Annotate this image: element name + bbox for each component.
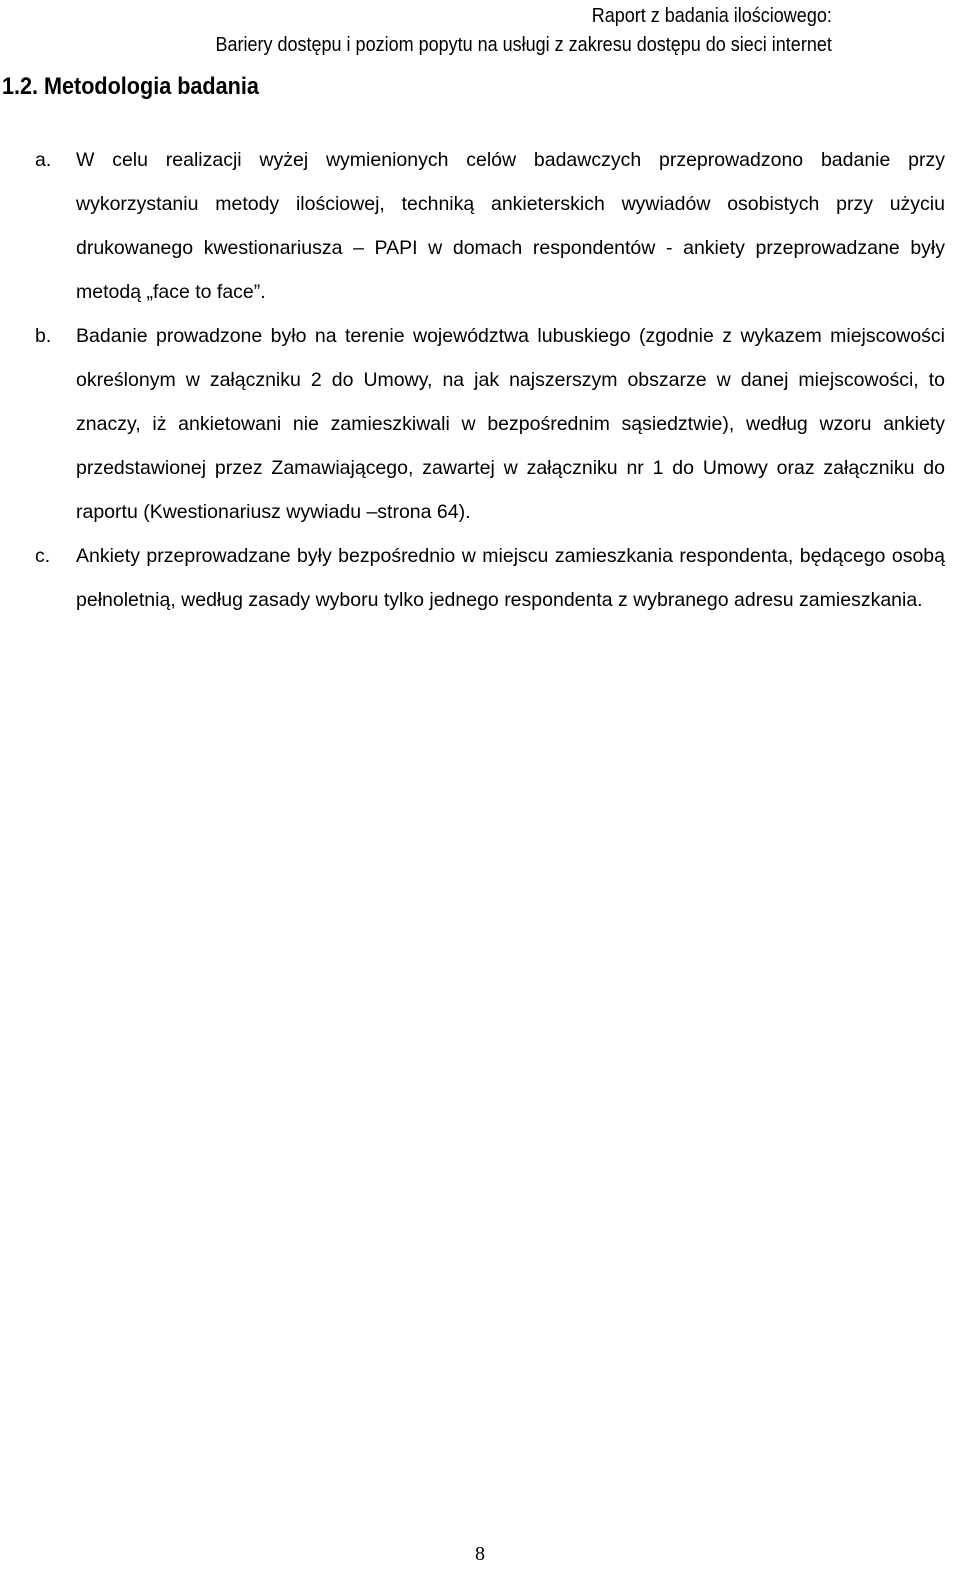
list-item-text: Ankiety przeprowadzane były bezpośrednio w miejscu zamieszkania respondenta, będącego osobą pełnoletnią, według zasady wyboru tylko jednego respondenta z wybranego adresu zamieszkania. (76, 545, 945, 611)
list-item (35, 314, 945, 534)
running-header (216, 2, 832, 60)
list-item-marker: a. (35, 149, 52, 171)
header-report-subtitle: Bariery dostępu i poziom popytu na usługi z zakresu dostępu do sieci internet (215, 34, 832, 56)
list-item-marker: c. (35, 545, 51, 567)
list-item (35, 534, 945, 622)
list-item-marker: b. (35, 325, 52, 347)
list-item (35, 138, 945, 314)
page-number: 8 (475, 1543, 485, 1565)
methodology-list (35, 138, 945, 622)
list-item-text: Badanie prowadzone było na terenie województwa lubuskiego (zgodnie z wykazem miejscowości określonym w załączniku 2 do Umowy, na jak najszerszym obszarze w danej miejscowości, to znaczy, iż ankietowani nie zamieszkiwali w bezpośrednim sąsiedztwie), według wzoru ankiety przedstawionej przez Zamawiającego, zawartej w załączniku nr 1 do Umowy oraz załączniku do raportu (Kwestionariusz wywiadu –strona 64). (76, 325, 945, 523)
list-item-text: W celu realizacji wyżej wymienionych celów badawczych przeprowadzono badanie przy wykorzystaniu metody ilościowej, techniką ankieterskich wywiadów osobistych przy użyciu drukowanego kwestionariusza – PAPI w domach respondentów - ankiety przeprowadzane były metodą „face to face”. (76, 149, 945, 303)
section-title: 1.2. Metodologia badania (2, 73, 259, 100)
header-report-title: Raport z badania ilościowego: (591, 5, 832, 27)
